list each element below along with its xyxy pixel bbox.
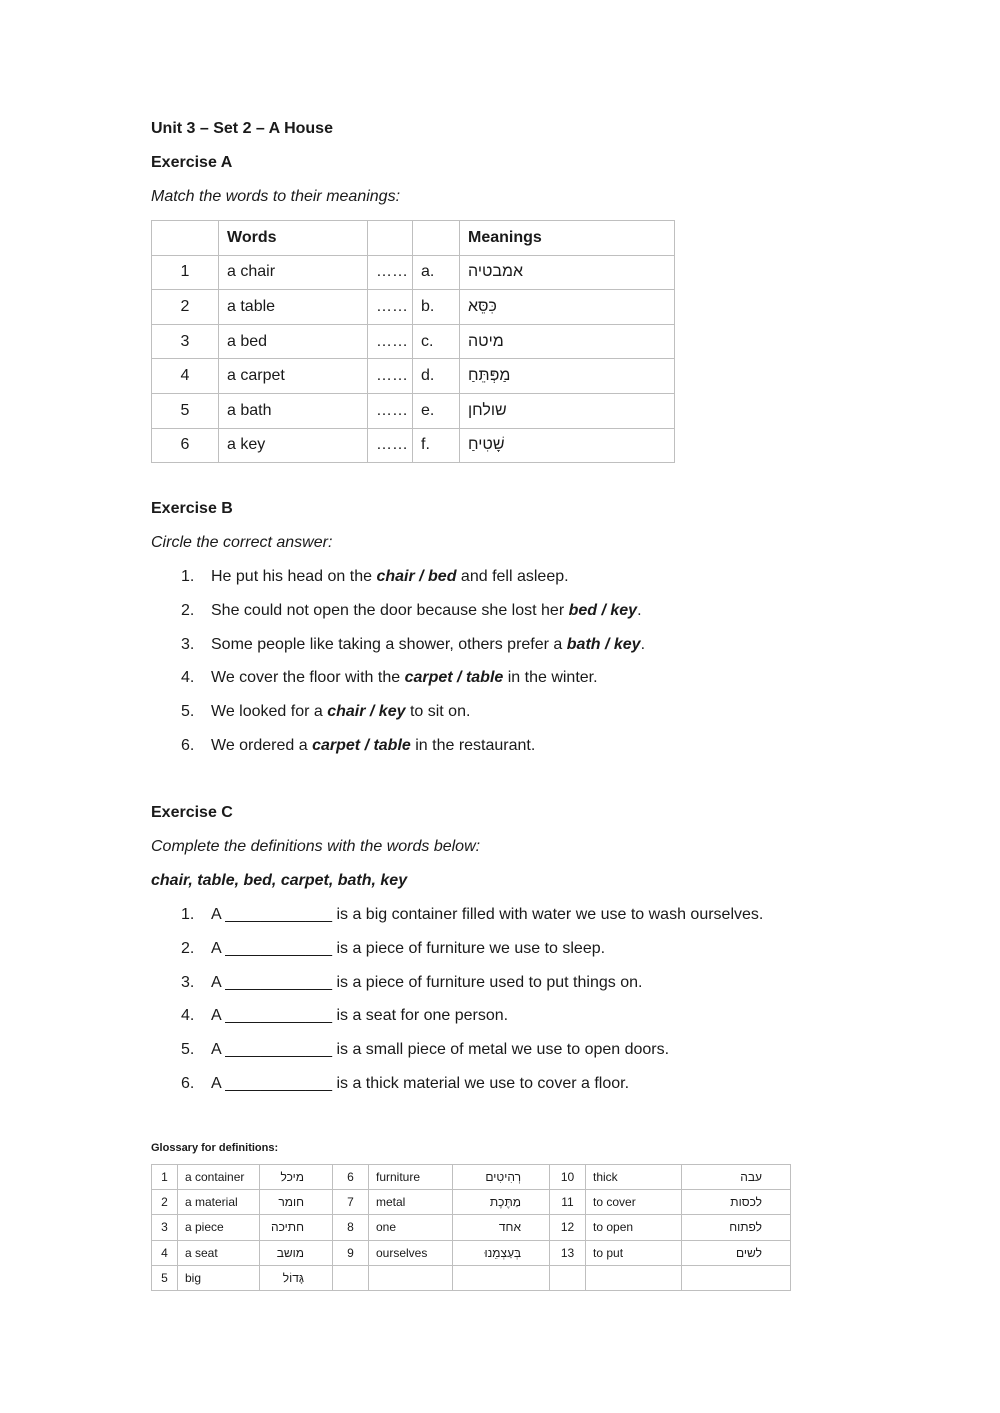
table-row [152, 1240, 791, 1265]
gloss-number: 5 [152, 1265, 178, 1290]
gloss-number: 12 [550, 1215, 586, 1240]
sentence-start: We cover the floor with the [211, 669, 405, 687]
definition-text[interactable]: A ____________ is a small piece of metal we use to open doors. [211, 1041, 670, 1059]
list-item [151, 905, 763, 939]
list-item [151, 702, 645, 736]
item-number: 6. [181, 1074, 195, 1092]
list-item [151, 1074, 763, 1108]
list-item [151, 668, 645, 702]
sentence-start: Some people like taking a shower, others prefer a [211, 635, 567, 653]
row-meaning: כִּסֵּא [460, 290, 675, 325]
list-item [151, 973, 763, 1007]
list-item [151, 939, 763, 973]
gloss-number: 9 [333, 1240, 369, 1265]
table-row [152, 1265, 791, 1290]
gloss-word: to open [586, 1215, 682, 1240]
row-number: 4 [152, 359, 219, 394]
header-blank-cell [368, 221, 413, 256]
gloss-word: metal [369, 1190, 453, 1215]
list-item [151, 736, 645, 770]
page-title: Unit 3 – Set 2 – A House [151, 120, 333, 137]
gloss-number: 6 [333, 1165, 369, 1190]
table-row [152, 290, 675, 325]
gloss-word: big [178, 1265, 260, 1290]
sentence-start: We looked for a [211, 703, 328, 721]
gloss-hebrew: עבה [682, 1165, 791, 1190]
gloss-hebrew: לכסות [682, 1190, 791, 1215]
row-letter: e. [413, 393, 460, 428]
list-item [151, 1006, 763, 1040]
definition-text[interactable]: A ____________ is a piece of furniture we use to sleep. [211, 939, 606, 957]
gloss-hebrew: מושב [260, 1240, 333, 1265]
sentence-end: in the restaurant. [410, 736, 536, 754]
gloss-number [550, 1265, 586, 1290]
row-number: 5 [152, 393, 219, 428]
list-item [151, 635, 645, 669]
sentence-end: in the winter. [503, 669, 598, 687]
sentence-end: and fell asleep. [456, 568, 569, 585]
gloss-word: to put [586, 1240, 682, 1265]
row-word: a carpet [219, 359, 368, 394]
item-number: 2. [181, 601, 195, 619]
gloss-hebrew: רְהִיטִים [453, 1165, 550, 1190]
gloss-hebrew: מַתֶּכֶת [453, 1190, 550, 1215]
definition-text[interactable]: A ____________ is a big container filled with water we use to wash ourselves. [211, 906, 764, 923]
gloss-word: ourselves [369, 1240, 453, 1265]
gloss-word: one [369, 1215, 453, 1240]
table-row [152, 255, 675, 290]
header-letter-cell [413, 221, 460, 256]
row-word: a table [219, 290, 368, 325]
exercise-a-instruction: Match the words to their meanings: [151, 188, 401, 205]
gloss-word: furniture [369, 1165, 453, 1190]
answer-options[interactable]: bath / key [566, 635, 641, 653]
table-row [152, 1215, 791, 1240]
exercise-c-list [151, 905, 763, 1108]
gloss-number: 13 [550, 1240, 586, 1265]
word-bank: chair, table, bed, carpet, bath, key [151, 872, 408, 889]
gloss-hebrew: מיכל [260, 1165, 333, 1190]
list-item [151, 601, 645, 635]
answer-blank[interactable]: …… [368, 290, 413, 325]
gloss-number [333, 1265, 369, 1290]
gloss-word: a seat [178, 1240, 260, 1265]
definition-text[interactable]: A ____________ is a thick material we use to cover a floor. [211, 1074, 630, 1092]
exercise-a-heading: Exercise A [151, 154, 233, 171]
item-number: 5. [181, 703, 195, 721]
gloss-hebrew: לשים [682, 1240, 791, 1265]
gloss-word: thick [586, 1165, 682, 1190]
row-letter: c. [413, 324, 460, 359]
exercise-c-heading: Exercise C [151, 804, 233, 821]
list-item [151, 1040, 763, 1074]
gloss-word [369, 1265, 453, 1290]
gloss-hebrew: חומר [260, 1190, 333, 1215]
gloss-hebrew [453, 1265, 550, 1290]
gloss-hebrew: גָּדוֹל [260, 1265, 333, 1290]
item-number: 1. [181, 568, 195, 585]
table-row [152, 324, 675, 359]
item-number: 3. [181, 635, 195, 653]
gloss-number: 1 [152, 1165, 178, 1190]
item-number: 4. [181, 669, 195, 687]
row-word: a key [219, 428, 368, 463]
header-words: Words [219, 221, 368, 256]
row-number: 1 [152, 255, 219, 290]
row-number: 2 [152, 290, 219, 325]
gloss-word: a container [178, 1165, 260, 1190]
row-meaning: אמבטיה [460, 255, 675, 290]
sentence-end: to sit on. [405, 703, 471, 721]
row-letter: a. [413, 255, 460, 290]
answer-blank[interactable]: …… [368, 428, 413, 463]
item-number: 2. [181, 939, 195, 957]
row-number: 3 [152, 324, 219, 359]
answer-blank[interactable]: …… [368, 255, 413, 290]
definition-text[interactable]: A ____________ is a piece of furniture used to put things on. [211, 973, 643, 991]
answer-options[interactable]: bed / key [568, 601, 638, 619]
gloss-word: to cover [586, 1190, 682, 1215]
answer-options[interactable]: carpet / table [404, 669, 504, 687]
gloss-number: 8 [333, 1215, 369, 1240]
answer-blank[interactable]: …… [368, 393, 413, 428]
table-header-row [152, 221, 675, 256]
sentence-end: . [637, 601, 642, 619]
gloss-number: 3 [152, 1215, 178, 1240]
row-word: a bath [219, 393, 368, 428]
gloss-hebrew: בְּעַצְמֵנוּ [453, 1240, 550, 1265]
row-word: a bed [219, 324, 368, 359]
gloss-word [586, 1265, 682, 1290]
row-number: 6 [152, 428, 219, 463]
list-item [151, 567, 645, 601]
gloss-number: 10 [550, 1165, 586, 1190]
item-number: 3. [181, 973, 195, 991]
answer-blank[interactable]: …… [368, 324, 413, 359]
row-meaning: מַפְּתֵּחַ [460, 359, 675, 394]
item-number: 1. [181, 906, 195, 923]
exercise-b-heading: Exercise B [151, 500, 233, 517]
item-number: 4. [181, 1007, 195, 1025]
sentence-start: She could not open the door because she lost her [211, 601, 569, 619]
sentence-start: He put his head on the [211, 568, 377, 585]
row-word: a chair [219, 255, 368, 290]
sentence-start: We ordered a [211, 736, 313, 754]
answer-options[interactable]: chair / bed [376, 568, 457, 585]
gloss-number: 11 [550, 1190, 586, 1215]
gloss-hebrew: חתיכה [260, 1215, 333, 1240]
row-meaning: מיטה [460, 324, 675, 359]
item-number: 5. [181, 1041, 195, 1059]
glossary-title: Glossary for definitions: [151, 1142, 279, 1154]
table-row [152, 359, 675, 394]
table-row [152, 1165, 791, 1190]
answer-blank[interactable]: …… [368, 359, 413, 394]
item-number: 6. [181, 736, 195, 754]
gloss-hebrew: לפתוח [682, 1215, 791, 1240]
header-meanings: Meanings [460, 221, 675, 256]
gloss-hebrew [682, 1265, 791, 1290]
gloss-word: a material [178, 1190, 260, 1215]
exercise-b-instruction: Circle the correct answer: [151, 534, 333, 551]
exercise-c-instruction: Complete the definitions with the words below: [151, 838, 481, 855]
matching-table [151, 220, 675, 463]
answer-options[interactable]: carpet / table [312, 736, 411, 754]
answer-options[interactable]: chair / key [327, 703, 406, 721]
row-letter: b. [413, 290, 460, 325]
row-meaning: שולחן [460, 393, 675, 428]
definition-text[interactable]: A ____________ is a seat for one person. [211, 1007, 509, 1025]
gloss-number: 2 [152, 1190, 178, 1215]
gloss-number: 7 [333, 1190, 369, 1215]
row-letter: f. [413, 428, 460, 463]
glossary-table [151, 1164, 791, 1291]
row-letter: d. [413, 359, 460, 394]
table-row [152, 428, 675, 463]
exercise-b-list [151, 567, 645, 770]
table-row [152, 393, 675, 428]
gloss-word: a piece [178, 1215, 260, 1240]
gloss-hebrew: אחד [453, 1215, 550, 1240]
table-row [152, 1190, 791, 1215]
gloss-number: 4 [152, 1240, 178, 1265]
row-meaning: שָׁטִיחַ [460, 428, 675, 463]
sentence-end: . [640, 635, 646, 653]
header-number-cell [152, 221, 219, 256]
